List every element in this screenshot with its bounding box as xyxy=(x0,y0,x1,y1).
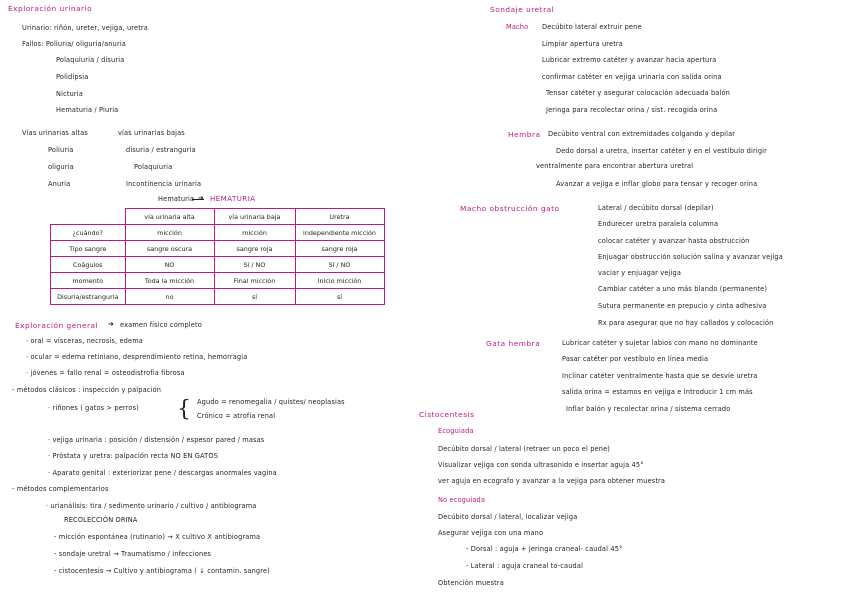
table-cell: momento xyxy=(51,273,126,289)
table-cell: sangre roja xyxy=(295,241,384,257)
mog-step: Cambiar catéter a uno más blando (permanente) xyxy=(598,285,768,293)
table-cell: NO xyxy=(125,257,214,273)
table-row xyxy=(51,225,385,241)
cronico-line: Crónico = atrofia renal xyxy=(197,412,276,420)
macho-step: Limpiar apertura uretra xyxy=(542,40,623,48)
vias-altas-item: Poliuria xyxy=(48,146,74,154)
table-cell: ¿cuándo? xyxy=(51,225,126,241)
gata-hembra-heading: Gata hembra xyxy=(486,339,541,348)
polidipsia-line: Polidipsia xyxy=(56,73,89,81)
vias-altas-item: Anuria xyxy=(48,180,71,188)
eg-jovenes-line: · jóvenes = fallo renal = osteodistrofia fibrosa xyxy=(26,369,185,377)
table-cell: micción xyxy=(214,225,295,241)
vias-bajas-item: disuria / estranguria xyxy=(126,146,196,154)
noeco-step: Obtención muestra xyxy=(438,579,504,587)
vias-altas-heading: Vías urinarias altas xyxy=(22,129,88,137)
cistocentesis-line: - cistocentesis → Cultivo y antibiograma ( ↓ contamin. sangre) xyxy=(54,567,270,575)
eg-oral-line: · oral = vísceras, necrosis, edema xyxy=(26,337,143,345)
fallos-line: Fallos: Poliuria/ oliguria/anuria xyxy=(22,40,126,48)
table-cell: sí xyxy=(214,289,295,305)
arrow-icon: ➜ xyxy=(198,194,205,202)
metodos-complementarios-line: - métodos complementarios xyxy=(12,485,109,493)
table-cell: Disuria/estranguria xyxy=(51,289,126,305)
macho-heading: Macho xyxy=(506,23,529,31)
table-row xyxy=(51,241,385,257)
mog-step: Endurecer uretra paralela columna xyxy=(598,220,719,228)
hematuria-piuria-line: Hematuria / Piuria xyxy=(56,106,119,114)
eg-ocular-line: · ocular = edema retiniano, desprendimiento retina, hemorragia xyxy=(26,353,248,361)
macho-step: confirmar catéter en vejiga urinaria con salida orina xyxy=(542,73,722,81)
table-cell: independiente micción xyxy=(295,225,384,241)
hematuria-table xyxy=(50,208,385,305)
aparato-genital-line: · Aparato genital : exteriorizar pene / descargas anormales vagina xyxy=(48,469,277,477)
hembra-step: ventralmente para encontrar abertura uretral xyxy=(536,162,694,170)
noeco-step: Asegurar vejiga con una mano xyxy=(438,529,544,537)
mog-step: Lateral / decúbito dorsal (depilar) xyxy=(598,204,714,212)
prostata-line: · Próstata y uretra: palpación recta NO EN GATOS xyxy=(48,452,219,460)
no-ecoguiada-heading: No ecoguiada xyxy=(438,496,486,504)
vias-bajas-item: Incontinencia urinaria xyxy=(126,180,202,188)
hembra-step: Decúbito ventral con extremidades colgando y depilar xyxy=(548,130,736,138)
table-row xyxy=(51,273,385,289)
table-header-cell: vía urinaria baja xyxy=(214,209,295,225)
table-header-row xyxy=(51,209,385,225)
noeco-step: - Dorsal : aguja + jeringa craneal- caudal 45° xyxy=(466,545,623,553)
table-cell: Sí / NO xyxy=(214,257,295,273)
mog-step: colocar catéter y avanzar hasta obstrucción xyxy=(598,237,750,245)
table-cell: Tipo sangre xyxy=(51,241,126,257)
mog-step: Rx para asegurar que no hay callados y colocación xyxy=(598,319,774,327)
gh-step: Inflar balón y recolectar orina / sistema cerrado xyxy=(566,405,731,413)
macho-obstruccion-gato-heading: Macho obstrucción gato xyxy=(460,204,560,213)
exploracion-urinario-title: Exploración urinario xyxy=(8,4,93,13)
brace-icon: { xyxy=(177,397,191,422)
vias-bajas-item: Polaquiuria xyxy=(134,163,173,171)
table-cell: micción xyxy=(125,225,214,241)
macho-step: Decúbito lateral extruir pene xyxy=(542,23,642,31)
nicturia-line: Nicturia xyxy=(56,90,83,98)
hembra-step: Dedo dorsal a uretra, insertar catéter y en el vestíbulo dirigir xyxy=(556,147,767,155)
miccion-line: - micción espontánea (rutinario) → X cultivo X antibiograma xyxy=(54,533,261,541)
noeco-step: Decúbito dorsal / lateral, localizar vejiga xyxy=(438,513,578,521)
table-cell: sangre roja xyxy=(214,241,295,257)
table-cell: Final micción xyxy=(214,273,295,289)
hematuria-title: HEMATURIA xyxy=(210,195,256,203)
rinones-line: · riñones ( gatos > perros) xyxy=(48,404,139,412)
gh-step: Inclinar catéter ventralmente hasta que se desvíe uretra xyxy=(562,372,758,380)
table-cell: Inicio micción xyxy=(295,273,384,289)
vias-altas-item: oliguria xyxy=(48,163,74,171)
macho-step: Tensar catéter y asegurar colocación adecuada balón xyxy=(546,89,730,97)
metodos-clasicos-line: - métodos clásicos : inspección y palpación xyxy=(12,386,162,394)
polaquiuria-line: Polaquiuria / disuria xyxy=(56,56,125,64)
gh-step: Lubricar catéter y sujetar labios con mano no dominante xyxy=(562,339,758,347)
gh-step: salida orina = estamos en vejiga e introducir 1 cm más xyxy=(562,388,753,396)
macho-step: Jeringa para recolectar orina / sist. recogida orina xyxy=(546,106,718,114)
sondaje-uretral-title: Sondaje uretral xyxy=(490,5,555,14)
exploracion-general-subtitle: examen físico completo xyxy=(120,321,202,329)
urianalisis-line: · urianálisis: tira / sedimento urinario / cultivo / antibiograma xyxy=(46,502,257,510)
eco-step: ver aguja en ecografo y avanzar a la vejiga para obtener muestra xyxy=(438,477,666,485)
table-row xyxy=(51,289,385,305)
table-header-cell: vía urinaria alta xyxy=(125,209,214,225)
mog-step: vaciar y enjuagar vejiga xyxy=(598,269,682,277)
table-row xyxy=(51,257,385,273)
vias-bajas-heading: vías urinarias bajas xyxy=(118,129,185,137)
table-cell: no xyxy=(125,289,214,305)
hembra-heading: Hembra xyxy=(508,130,541,139)
exploracion-general-title: Exploración general xyxy=(15,321,99,330)
eco-step: Visualizar vejiga con sonda ultrasonido e insertar aguja 45° xyxy=(438,461,644,469)
mog-step: Sutura permanente en prepucio y cinta adhesiva xyxy=(598,302,767,310)
table-cell: Sí / NO xyxy=(295,257,384,273)
mog-step: Enjuagar obstrucción solución salina y avanzar vejiga xyxy=(598,253,783,261)
table-cell: sangre oscura xyxy=(125,241,214,257)
hematuria-from-label: Hematuria xyxy=(158,195,195,203)
ecoguiada-heading: Ecoguiada xyxy=(438,427,474,435)
table-cell: Coágulos xyxy=(51,257,126,273)
hembra-step: Avanzar a vejiga e inflar globo para tensar y recoger orina xyxy=(556,180,758,188)
macho-step: Lubricar extremo catéter y avanzar hacia apertura xyxy=(542,56,717,64)
agudo-line: Agudo = renomegalia / quistes/ neoplasias xyxy=(197,398,345,406)
recoleccion-orina-line: RECOLECCIÓN ORINA xyxy=(64,516,138,524)
table-header-cell: Uretra xyxy=(295,209,384,225)
cistocentesis-title: Cistocentesis xyxy=(419,410,475,419)
eco-step: Decúbito dorsal / lateral (retraer un poco el pene) xyxy=(438,445,611,453)
table-cell: sí xyxy=(295,289,384,305)
urinario-line: Urinario: riñón, ureter, vejiga, uretra xyxy=(22,24,148,32)
vejiga-line: · vejiga urinaria : posición / distensión / espesor pared / masas xyxy=(48,436,265,444)
noeco-step: - Lateral : aguja craneal to-caudal xyxy=(466,562,584,570)
gh-step: Pasar catéter por vestíbulo en línea media xyxy=(562,355,709,363)
sondaje-line: - sondaje uretral → Traumatismo / infecciones xyxy=(54,550,212,558)
arrow-icon: ➜ xyxy=(108,320,115,328)
table-cell: Toda la micción xyxy=(125,273,214,289)
